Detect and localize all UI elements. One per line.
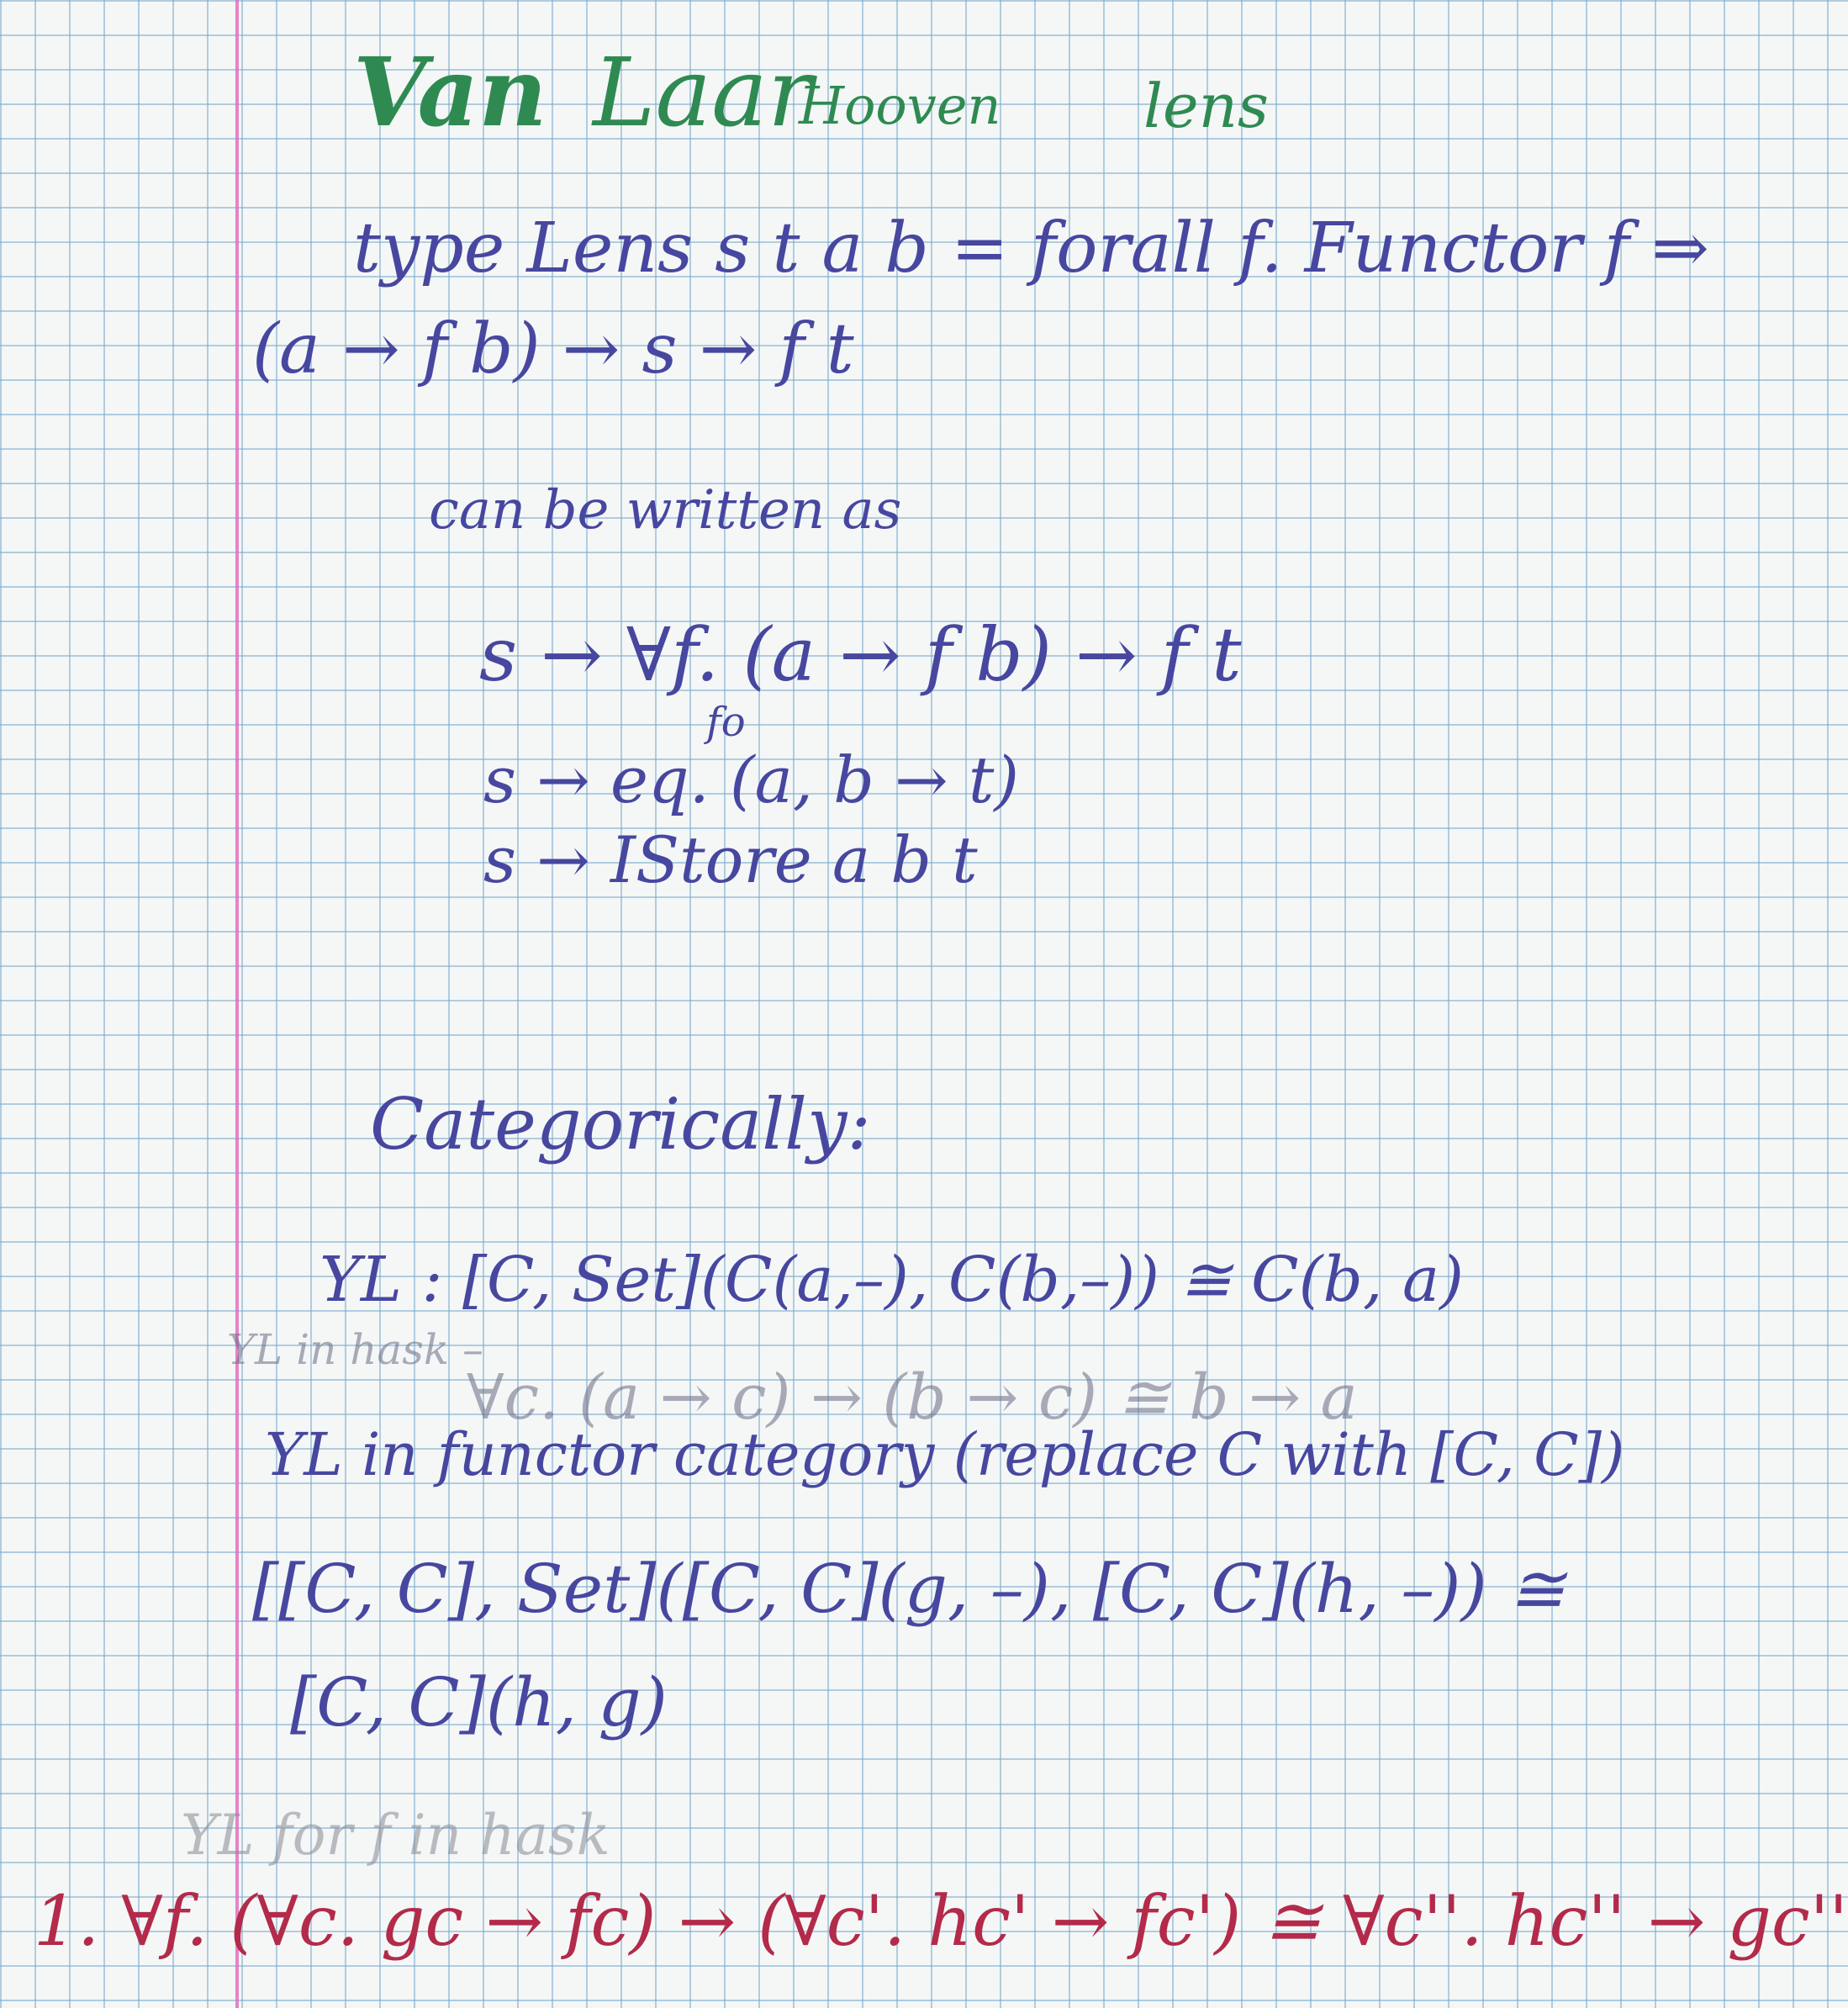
title-word-hooven: Hooven xyxy=(799,75,1001,136)
store-form-line: s → IStore a b t xyxy=(483,822,978,897)
yoneda-for-f-in-hask-label: YL for f in hask xyxy=(181,1803,610,1868)
notebook-margin-line xyxy=(235,0,239,2008)
title-word-laar: Laar xyxy=(593,39,813,148)
can-be-written-as-text: can be written as xyxy=(429,479,902,542)
yoneda-functor-category-line: YL in functor category (replace C with [C, C]) xyxy=(265,1420,1625,1489)
lens-type-definition-line-2: (a → f b) → s → f t xyxy=(252,309,854,389)
fo-annotation: fo xyxy=(706,699,746,746)
yoneda-lemma-line: YL : [C, Set](C(a,–), C(b,–)) ≅ C(b, a) xyxy=(319,1244,1464,1316)
yoneda-in-hask-label: YL in hask – xyxy=(227,1325,484,1374)
equation-1-line: 1. ∀f. (∀c. gc → fc) → (∀c'. hc' → fc') ≅ ∀c''. hc'' → gc'' xyxy=(34,1882,1848,1962)
functor-category-iso-line-1: [[C, C], Set]([C, C](g, –), [C, C](h, –)) ≅ xyxy=(252,1550,1566,1628)
title-word-van: Van xyxy=(353,38,547,148)
title-word-lens: lens xyxy=(1143,71,1269,141)
lens-type-definition-line-1: type Lens s t a b = forall f. Functor f ⇒ xyxy=(353,209,1709,288)
forall-form-line: s → ∀f. (a → f b) → f t xyxy=(479,611,1242,698)
functor-category-iso-line-2: [C, C](h, g) xyxy=(290,1663,668,1741)
yoneda-in-hask-formula: ∀c. (a → c) → (b → c) ≅ b → a xyxy=(467,1361,1358,1434)
categorically-heading: Categorically: xyxy=(370,1083,871,1165)
eq-form-line: s → eq. (a, b → t) xyxy=(483,742,1020,817)
